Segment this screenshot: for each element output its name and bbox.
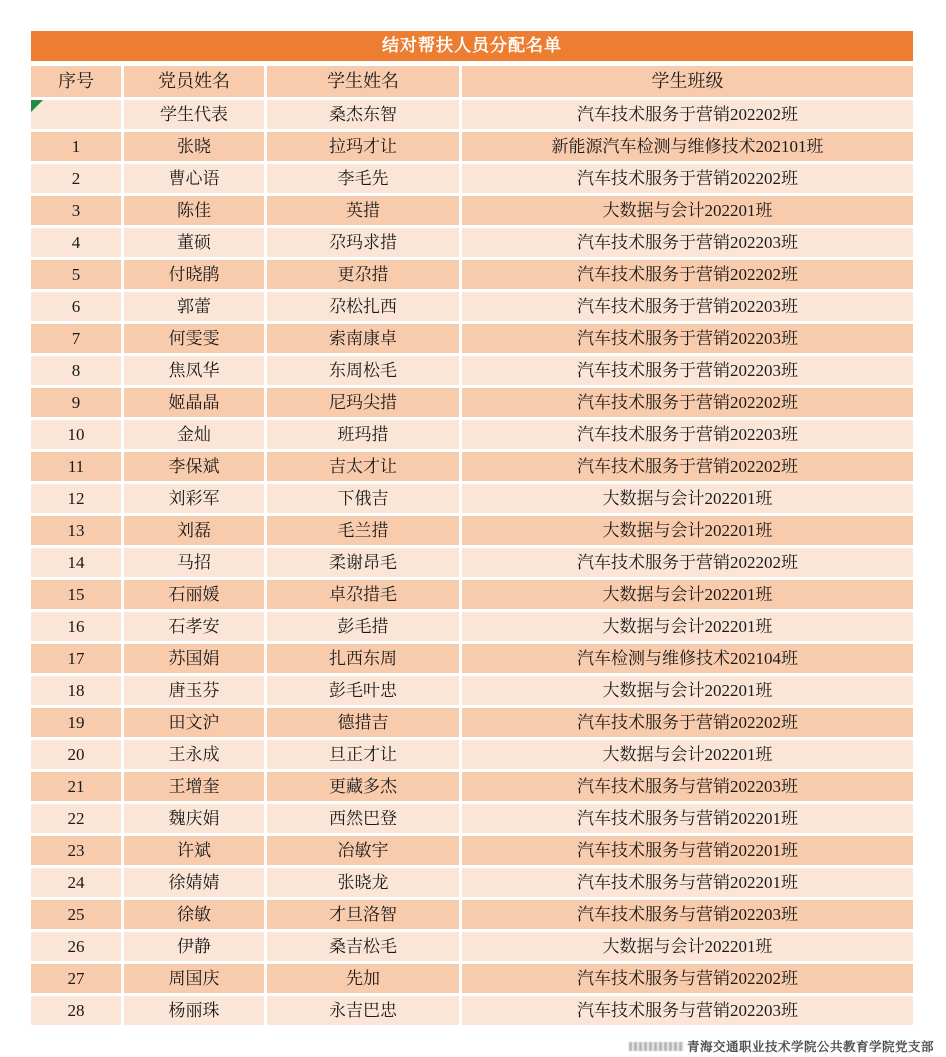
cell-party: 李保斌 (124, 452, 264, 481)
cell-class: 汽车技术服务于营销202202班 (462, 260, 913, 289)
cell-no: 17 (31, 644, 121, 673)
cell-student: 班玛措 (267, 420, 459, 449)
cell-student: 更藏多杰 (267, 772, 459, 801)
cell-student: 冶敏宇 (267, 836, 459, 865)
cell-class: 汽车技术服务与营销202201班 (462, 868, 913, 897)
table-row (31, 996, 913, 1025)
cell-class: 汽车检测与维修技术202104班 (462, 644, 913, 673)
cell-class: 大数据与会计202201班 (462, 612, 913, 641)
cell-student: 旦正才让 (267, 740, 459, 769)
cell-class: 大数据与会计202201班 (462, 580, 913, 609)
table-row (31, 676, 913, 705)
table-row (31, 964, 913, 993)
table-row (31, 100, 913, 129)
cell-party: 伊静 (124, 932, 264, 961)
cell-party: 刘磊 (124, 516, 264, 545)
cell-party: 唐玉芬 (124, 676, 264, 705)
cell-no: 3 (31, 196, 121, 225)
table-row (31, 228, 913, 257)
cell-student: 彭毛叶忠 (267, 676, 459, 705)
cell-party: 徐婧婧 (124, 868, 264, 897)
table-row (31, 516, 913, 545)
header-col-party: 党员姓名 (124, 66, 264, 97)
table-row (31, 804, 913, 833)
table-row (31, 548, 913, 577)
cell-party: 王增奎 (124, 772, 264, 801)
cell-no: 19 (31, 708, 121, 737)
cell-party: 焦凤华 (124, 356, 264, 385)
table-row (31, 420, 913, 449)
cell-student: 尕松扎西 (267, 292, 459, 321)
cell-student: 桑杰东智 (267, 100, 459, 129)
cell-student: 先加 (267, 964, 459, 993)
cell-no: 28 (31, 996, 121, 1025)
footer-watermark (629, 1038, 934, 1054)
cell-no: 24 (31, 868, 121, 897)
cell-student: 下俄吉 (267, 484, 459, 513)
cell-student: 卓尕措毛 (267, 580, 459, 609)
watermark-text: 青海交通职业技术学院公共教育学院党支部 (686, 1040, 934, 1054)
cell-party: 石丽媛 (124, 580, 264, 609)
cell-student: 德措吉 (267, 708, 459, 737)
cell-party: 杨丽珠 (124, 996, 264, 1025)
cell-class: 大数据与会计202201班 (462, 196, 913, 225)
cell-class: 汽车技术服务与营销202201班 (462, 804, 913, 833)
cell-no: 10 (31, 420, 121, 449)
cell-no: 15 (31, 580, 121, 609)
table-row (31, 196, 913, 225)
cell-no: 25 (31, 900, 121, 929)
cell-no: 12 (31, 484, 121, 513)
table-row (31, 484, 913, 513)
cell-student: 才旦洛智 (267, 900, 459, 929)
cell-class: 汽车技术服务于营销202203班 (462, 356, 913, 385)
cell-no: 13 (31, 516, 121, 545)
cell-party: 郭蕾 (124, 292, 264, 321)
cell-student: 彭毛措 (267, 612, 459, 641)
table-row (31, 164, 913, 193)
cell-no: 7 (31, 324, 121, 353)
cell-no: 27 (31, 964, 121, 993)
table-row (31, 452, 913, 481)
cell-student: 李毛先 (267, 164, 459, 193)
cell-class: 大数据与会计202201班 (462, 484, 913, 513)
cell-no: 2 (31, 164, 121, 193)
table-title: 结对帮扶人员分配名单 (31, 31, 913, 61)
cell-party: 学生代表 (124, 100, 264, 129)
table-header-row (31, 66, 913, 97)
cell-no: 16 (31, 612, 121, 641)
header-col-student: 学生姓名 (267, 66, 459, 97)
table-row (31, 740, 913, 769)
cell-class: 汽车技术服务与营销202203班 (462, 772, 913, 801)
cell-party: 徐敏 (124, 900, 264, 929)
cell-class: 汽车技术服务于营销202203班 (462, 292, 913, 321)
table-row (31, 388, 913, 417)
cell-party: 王永成 (124, 740, 264, 769)
cell-class: 大数据与会计202201班 (462, 932, 913, 961)
watermark-logo-icon (629, 1042, 684, 1051)
cell-no: 26 (31, 932, 121, 961)
cell-party: 付晓鹃 (124, 260, 264, 289)
cell-party: 刘彩军 (124, 484, 264, 513)
cell-student: 东周松毛 (267, 356, 459, 385)
cell-student: 毛兰措 (267, 516, 459, 545)
cell-party: 苏国娟 (124, 644, 264, 673)
cell-student: 桑吉松毛 (267, 932, 459, 961)
table-row (31, 292, 913, 321)
cell-student: 英措 (267, 196, 459, 225)
cell-no: 11 (31, 452, 121, 481)
cell-no: 14 (31, 548, 121, 577)
cell-class: 汽车技术服务与营销202203班 (462, 996, 913, 1025)
assignment-table (31, 31, 913, 1025)
cell-no: 23 (31, 836, 121, 865)
cell-class: 汽车技术服务于营销202202班 (462, 452, 913, 481)
cell-no: 9 (31, 388, 121, 417)
header-col-no: 序号 (31, 66, 121, 97)
cell-no: 18 (31, 676, 121, 705)
table-row (31, 612, 913, 641)
cell-no: 6 (31, 292, 121, 321)
cell-class: 新能源汽车检测与维修技术202101班 (462, 132, 913, 161)
cell-student: 索南康卓 (267, 324, 459, 353)
cell-class: 汽车技术服务与营销202201班 (462, 836, 913, 865)
table-row (31, 580, 913, 609)
cell-party: 马招 (124, 548, 264, 577)
table-row (31, 868, 913, 897)
cell-no: 1 (31, 132, 121, 161)
cell-class: 大数据与会计202201班 (462, 676, 913, 705)
table-row (31, 356, 913, 385)
cell-class: 汽车技术服务于营销202202班 (462, 548, 913, 577)
table-row (31, 260, 913, 289)
cell-class: 汽车技术服务于营销202202班 (462, 708, 913, 737)
cell-class: 大数据与会计202201班 (462, 740, 913, 769)
cell-party: 周国庆 (124, 964, 264, 993)
cell-party: 魏庆娟 (124, 804, 264, 833)
cell-no: 4 (31, 228, 121, 257)
cell-student: 永吉巴忠 (267, 996, 459, 1025)
cell-class: 汽车技术服务于营销202202班 (462, 164, 913, 193)
cell-no-with-error-marker-icon (31, 100, 121, 129)
cell-student: 西然巴登 (267, 804, 459, 833)
cell-student: 拉玛才让 (267, 132, 459, 161)
table-row (31, 132, 913, 161)
cell-student: 尼玛尖措 (267, 388, 459, 417)
table-row (31, 324, 913, 353)
cell-party: 田文沪 (124, 708, 264, 737)
cell-class: 汽车技术服务于营销202203班 (462, 420, 913, 449)
cell-no: 22 (31, 804, 121, 833)
cell-party: 董硕 (124, 228, 264, 257)
cell-party: 金灿 (124, 420, 264, 449)
cell-no: 20 (31, 740, 121, 769)
cell-class: 大数据与会计202201班 (462, 516, 913, 545)
cell-class: 汽车技术服务于营销202203班 (462, 324, 913, 353)
cell-class: 汽车技术服务与营销202202班 (462, 964, 913, 993)
table-row (31, 772, 913, 801)
cell-student: 尕玛求措 (267, 228, 459, 257)
cell-student: 更尕措 (267, 260, 459, 289)
cell-party: 张晓 (124, 132, 264, 161)
table-row (31, 900, 913, 929)
table-body (31, 100, 913, 1025)
cell-party: 姬晶晶 (124, 388, 264, 417)
cell-party: 许斌 (124, 836, 264, 865)
table-row (31, 644, 913, 673)
cell-party: 陈佳 (124, 196, 264, 225)
table-row (31, 836, 913, 865)
cell-class: 汽车技术服务于营销202202班 (462, 100, 913, 129)
table-row (31, 708, 913, 737)
cell-no: 8 (31, 356, 121, 385)
cell-student: 吉太才让 (267, 452, 459, 481)
cell-class: 汽车技术服务于营销202203班 (462, 228, 913, 257)
cell-party: 石孝安 (124, 612, 264, 641)
cell-class: 汽车技术服务于营销202202班 (462, 388, 913, 417)
cell-student: 扎西东周 (267, 644, 459, 673)
cell-no: 5 (31, 260, 121, 289)
cell-student: 柔谢昂毛 (267, 548, 459, 577)
cell-party: 何雯雯 (124, 324, 264, 353)
cell-no: 21 (31, 772, 121, 801)
cell-student: 张晓龙 (267, 868, 459, 897)
header-col-class: 学生班级 (462, 66, 913, 97)
table-row (31, 932, 913, 961)
cell-party: 曹心语 (124, 164, 264, 193)
cell-class: 汽车技术服务与营销202203班 (462, 900, 913, 929)
